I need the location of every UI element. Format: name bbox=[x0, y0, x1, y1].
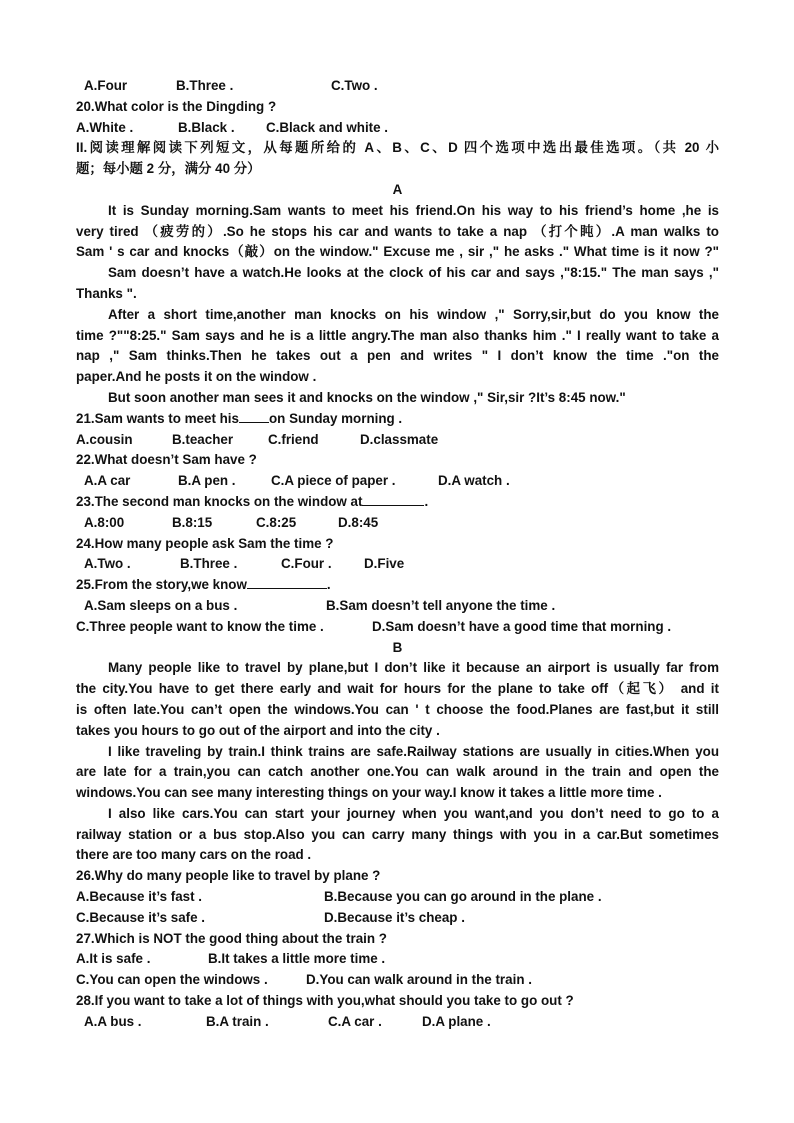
q23-stem-text: . bbox=[424, 493, 429, 509]
passage-a-line: After a short time,another man knocks on his window ," Sorry,sir,but do you know the bbox=[108, 306, 719, 322]
q19-options bbox=[76, 76, 719, 97]
passage-a-line: nap ," Sam thinks.Then he takes out a pen and writes " I don’t know the time ."on the bbox=[76, 348, 719, 364]
q20-stem: 20.What color is the Dingding ? bbox=[76, 98, 277, 114]
q22-option-a: A.A car bbox=[84, 473, 131, 489]
q22-option-b: B.A pen . bbox=[178, 473, 236, 489]
q24-option-a: A.Two . bbox=[84, 556, 131, 572]
q25-option-a: A.Sam sleeps on a bus . bbox=[84, 597, 238, 613]
answer-blank bbox=[247, 576, 327, 589]
q20-option-c: C.Black and white . bbox=[266, 119, 389, 135]
q26-stem: 26.Why do many people like to travel by plane ? bbox=[76, 868, 381, 884]
q28-option-d: D.A plane . bbox=[422, 1013, 491, 1029]
q27-option-c: C.You can open the windows . bbox=[76, 972, 268, 988]
q24-options bbox=[76, 554, 719, 575]
q28-option-b: B.A train . bbox=[206, 1013, 269, 1029]
q21-options bbox=[76, 430, 719, 451]
q26-options-row2 bbox=[76, 908, 719, 929]
passage-a-line: Sam doesn’t have a watch.He looks at the clock of his car and says ,"8:15." The man says ," bbox=[108, 265, 719, 281]
q23-option-a: A.8:00 bbox=[84, 514, 125, 530]
passage-b-line: I also like cars.You can start your journey when you want,and you don’t need to go to a bbox=[108, 805, 719, 821]
q25-options-row1 bbox=[76, 596, 719, 617]
passage-a-line: Thanks ". bbox=[76, 285, 137, 301]
q22-stem: 22.What doesn’t Sam have ? bbox=[76, 452, 257, 468]
q19-option-b: B.Three . bbox=[176, 78, 234, 93]
q25-stem bbox=[76, 575, 719, 596]
passage-a-line: Sam ' s car and knocks（敲）on the window." Excuse me , sir ," he asks ." What time is it now ?" bbox=[76, 244, 719, 260]
q21-stem-text: 21.Sam wants to meet his bbox=[76, 410, 239, 426]
q26-options-row1 bbox=[76, 887, 719, 908]
q25-option-b: B.Sam doesn’t tell anyone the time . bbox=[326, 597, 556, 613]
passage-a-line: very tired （疲劳的）.So he stops his car and wants to take a nap （打个盹）.A man walks to bbox=[76, 223, 719, 239]
q21-stem bbox=[76, 409, 719, 430]
passage-b-line: railway station or a bus stop.Also you can carry many things with you in a car.But sometimes bbox=[76, 826, 719, 842]
q23-stem-text: 23.The second man knocks on the window at bbox=[76, 493, 363, 509]
section2-heading-line1: II.阅读理解阅读下列短文，从每题所给的 A、B、C、D 四个选项中选出最佳选项。（共 20 小 bbox=[76, 140, 719, 156]
q28-options bbox=[76, 1012, 719, 1033]
answer-blank bbox=[362, 493, 424, 506]
passage-a-line: paper.And he posts it on the window . bbox=[76, 369, 317, 385]
q27-stem: 27.Which is NOT the good thing about the train ? bbox=[76, 930, 387, 946]
q27-options-row1 bbox=[76, 949, 719, 970]
passage-b-line: Many people like to travel by plane,but I don’t like it because an airport is usually far from bbox=[108, 660, 719, 676]
q19-option-a: A.Four bbox=[84, 78, 128, 93]
q22-option-c: C.A piece of paper . bbox=[271, 473, 396, 489]
q24-option-d: D.Five bbox=[364, 556, 405, 572]
passage-a-label: A bbox=[392, 181, 403, 197]
q20-option-b: B.Black . bbox=[178, 119, 235, 135]
q25-stem-text: . bbox=[326, 577, 331, 593]
passage-b-line: there are too many cars on the road . bbox=[76, 847, 312, 863]
q28-option-c: C.A car . bbox=[328, 1013, 382, 1029]
passage-b-line: the city.You have to get there early and wait for hours for the plane to take off（起飞） and it bbox=[76, 681, 719, 697]
q24-option-b: B.Three . bbox=[180, 556, 238, 572]
q24-option-c: C.Four . bbox=[281, 556, 332, 572]
passage-a-line: It is Sunday morning.Sam wants to meet his friend.On his way to his friend’s home ,he is bbox=[108, 202, 719, 218]
passage-a-line: But soon another man sees it and knocks on the window ," Sir,sir ?It’s 8:45 now." bbox=[108, 389, 626, 405]
q23-option-b: B.8:15 bbox=[172, 514, 213, 530]
q25-stem-text: 25.From the story,we know bbox=[76, 577, 247, 593]
q25-option-d: D.Sam doesn’t have a good time that morning . bbox=[372, 618, 672, 634]
q23-stem bbox=[76, 492, 719, 513]
q26-option-b: B.Because you can go around in the plane . bbox=[324, 889, 602, 905]
q22-options bbox=[76, 471, 719, 492]
q26-option-d: D.Because it’s cheap . bbox=[324, 909, 465, 925]
q27-options-row2 bbox=[76, 970, 719, 991]
q23-options bbox=[76, 513, 719, 534]
q26-option-c: C.Because it’s safe . bbox=[76, 909, 206, 925]
q28-stem: 28.If you want to take a lot of things with you,what should you take to go out ? bbox=[76, 993, 574, 1009]
q21-option-c: C.friend bbox=[268, 431, 319, 447]
q25-option-c: C.Three people want to know the time . bbox=[76, 618, 324, 634]
q27-option-a: A.It is safe . bbox=[76, 951, 151, 967]
passage-b-line: is often late.You can’t open the windows.You can ' t choose the food.Planes are fast,but it still bbox=[76, 701, 719, 717]
passage-b-label: B bbox=[392, 639, 403, 655]
q22-option-d: D.A watch . bbox=[438, 473, 510, 489]
q23-option-c: C.8:25 bbox=[256, 514, 297, 530]
q20-option-a: A.White . bbox=[76, 119, 134, 135]
q25-options-row2 bbox=[76, 617, 719, 638]
q23-option-d: D.8:45 bbox=[338, 514, 379, 530]
q21-stem-text: on Sunday morning . bbox=[268, 410, 403, 426]
exam-page bbox=[76, 76, 719, 1033]
q27-option-d: D.You can walk around in the train . bbox=[306, 972, 532, 988]
passage-b-line: takes you hours to go out of the airport and into the city . bbox=[76, 722, 440, 738]
q28-option-a: A.A bus . bbox=[84, 1013, 142, 1029]
q26-option-a: A.Because it’s fast . bbox=[76, 889, 203, 905]
q27-option-b: B.It takes a little more time . bbox=[208, 951, 386, 967]
passage-a-line: time ?""8:25." Sam says and he is a little angry.The man also thanks him ." I really want to take a bbox=[76, 327, 719, 343]
q24-stem: 24.How many people ask Sam the time ? bbox=[76, 535, 334, 551]
q19-option-c: C.Two . bbox=[331, 78, 378, 93]
passage-b-line: windows.You can see many interesting things on your way.I know it takes a little more time . bbox=[76, 785, 662, 801]
answer-blank bbox=[239, 410, 269, 423]
q21-option-a: A.cousin bbox=[76, 431, 133, 447]
section2-heading-line2: 题；每小题 2 分，满分 40 分） bbox=[76, 161, 261, 177]
q21-option-b: B.teacher bbox=[172, 431, 234, 447]
passage-b-line: are late for a train,you can catch another one.You can walk around in the train and open the bbox=[76, 764, 719, 780]
passage-b-line: I like traveling by train.I think trains are safe.Railway stations are usually in cities.When you bbox=[108, 743, 719, 759]
q20-options bbox=[76, 118, 719, 139]
q21-option-d: D.classmate bbox=[360, 431, 439, 447]
